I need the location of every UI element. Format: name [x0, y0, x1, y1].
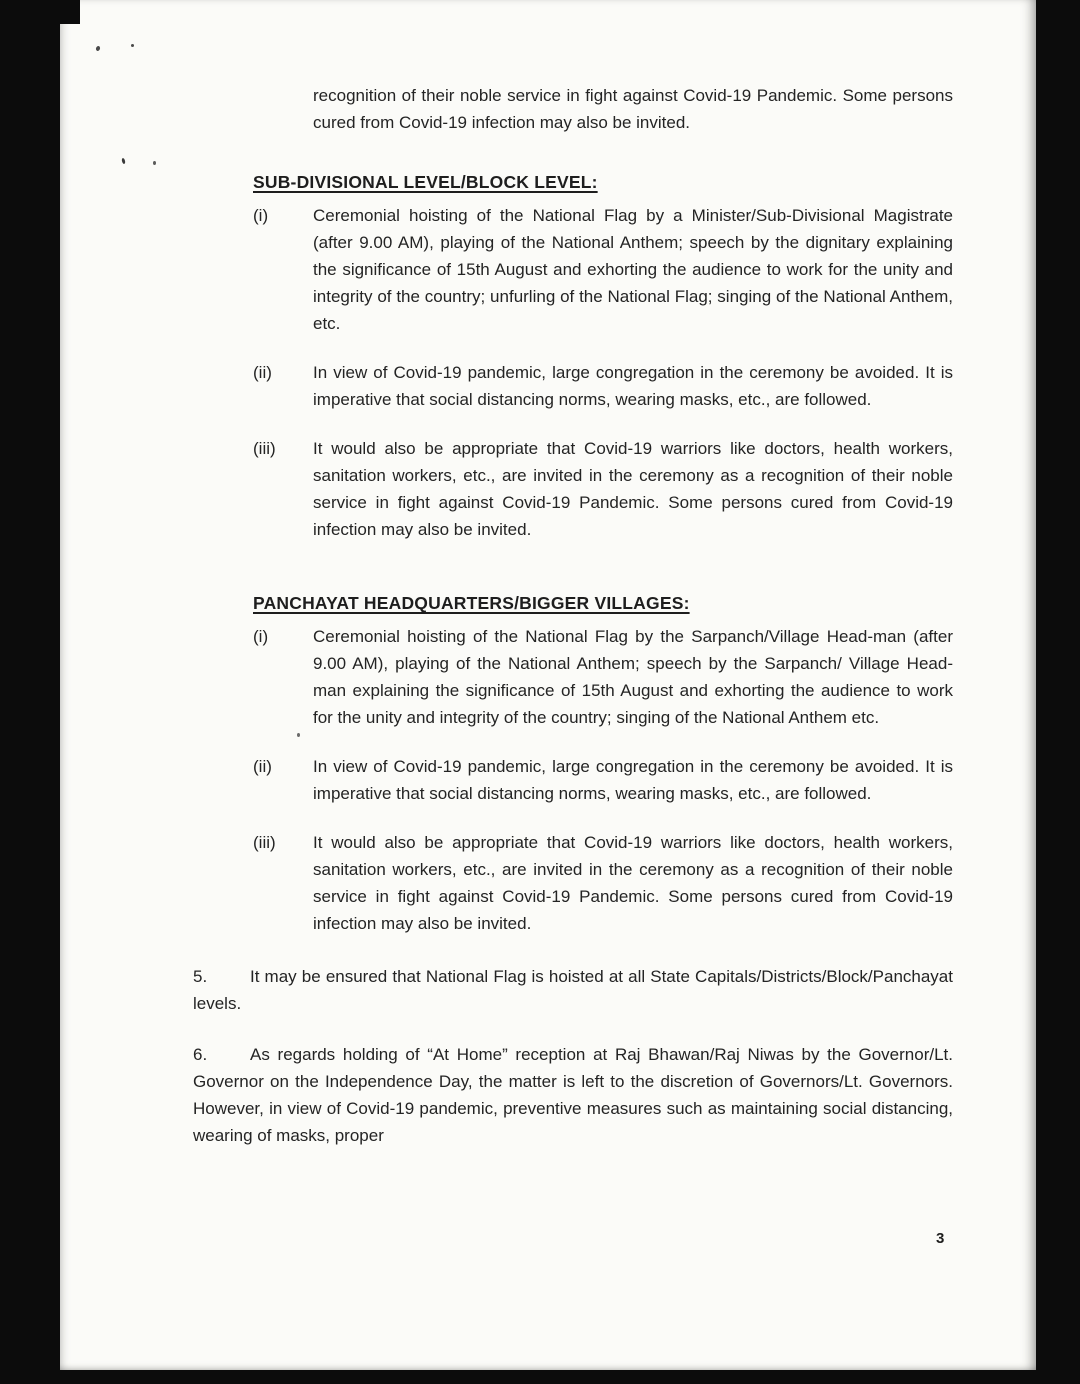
- list-item: [253, 829, 953, 937]
- list-item: [253, 202, 953, 337]
- list-item: [253, 623, 953, 731]
- list-marker: (ii): [253, 757, 272, 776]
- paragraph-6: [193, 1041, 953, 1149]
- scan-speck: [297, 733, 300, 737]
- scan-artifact-notch: [28, 0, 80, 24]
- list-item: [253, 359, 953, 413]
- paragraph-number: 6.: [193, 1045, 208, 1064]
- paragraph-5: [193, 963, 953, 1017]
- paragraph-text: As regards holding of “At Home” reception at Raj Bhawan/Raj Niwas by the Governor/Lt. Governor on the Independence Day, the matter is left to the discretion of Governors/Lt. Governors. However, in view of Covid-19 pandemic, preventive measures such as maintaining social distancing, wearing of masks, proper: [193, 1045, 953, 1145]
- document-content: [193, 82, 953, 1149]
- list-item-text: It would also be appropriate that Covid-19 warriors like doctors, health workers, sanitation workers, etc., are invited in the ceremony as a recognition of their noble service in fight against Covid-19 Pandemic. Some persons cured from Covid-19 infection may also be invited.: [313, 439, 953, 539]
- page-number: 3: [936, 1230, 945, 1247]
- list-item-text: In view of Covid-19 pandemic, large congregation in the ceremony be avoided. It is imperative that social distancing norms, wearing masks, etc., are followed.: [313, 363, 953, 409]
- list-item-text: Ceremonial hoisting of the National Flag by the Sarpanch/Village Head-man (after 9.00 AM), playing of the National Anthem; speech by the Sarpanch/ Village Head-man explaining the significance of 15th August and exhorting the audience to work for the unity and integrity of the country; singing of the National Anthem etc.: [313, 627, 953, 727]
- list-item-text: Ceremonial hoisting of the National Flag by a Minister/Sub-Divisional Magistrate (after 9.00 AM), playing of the National Anthem; speech by the dignitary explaining the significance of 15th August and exhorting the audience to work for the unity and integrity of the country; unfurling of the National Flag; singing of the National Anthem, etc.: [313, 206, 953, 333]
- list-item: [253, 435, 953, 543]
- scanned-document-page: [60, 0, 1036, 1370]
- scan-speck: [153, 161, 156, 165]
- list-marker: (iii): [253, 439, 276, 458]
- scan-speck: [131, 44, 134, 47]
- heading-sub-divisional-level: SUB-DIVISIONAL LEVEL/BLOCK LEVEL:: [253, 172, 598, 192]
- heading-panchayat-headquarters: PANCHAYAT HEADQUARTERS/BIGGER VILLAGES:: [253, 593, 690, 613]
- list-item-text: In view of Covid-19 pandemic, large congregation in the ceremony be avoided. It is imperative that social distancing norms, wearing masks, etc., are followed.: [313, 757, 953, 803]
- list-marker: (i): [253, 206, 269, 225]
- list-marker: (ii): [253, 363, 272, 382]
- list-marker: (iii): [253, 833, 276, 852]
- paragraph-text: It may be ensured that National Flag is hoisted at all State Capitals/Districts/Block/Panchayat levels.: [193, 967, 953, 1013]
- continuation-paragraph: recognition of their noble service in fight against Covid-19 Pandemic. Some persons cured from Covid-19 infection may also be invited.: [313, 86, 953, 132]
- paragraph-number: 5.: [193, 967, 208, 986]
- list-item-text: It would also be appropriate that Covid-19 warriors like doctors, health workers, sanitation workers, etc., are invited in the ceremony as a recognition of their noble service in fight against Covid-19 Pandemic. Some persons cured from Covid-19 infection may also be invited.: [313, 833, 953, 933]
- list-marker: (i): [253, 627, 269, 646]
- list-item: [253, 753, 953, 807]
